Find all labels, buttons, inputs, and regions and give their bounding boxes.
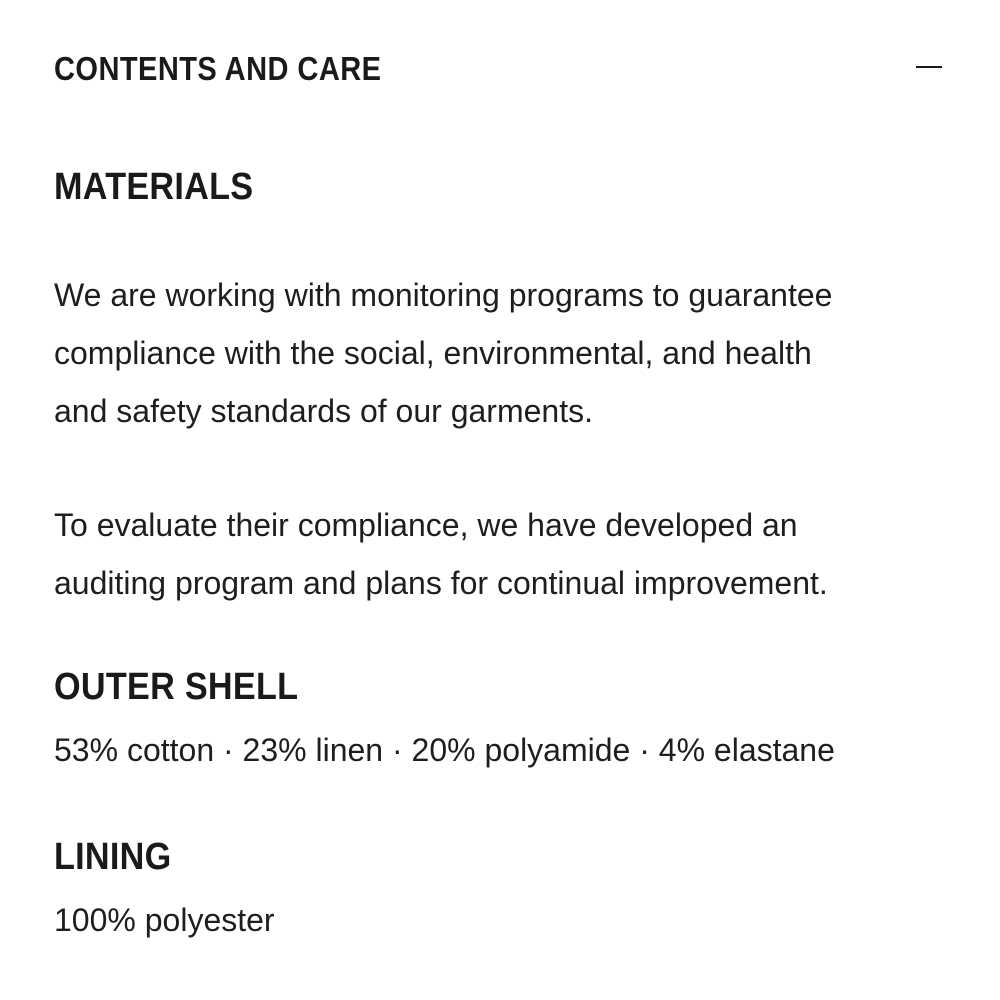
lining-composition: 100% polyester	[54, 902, 275, 938]
paragraph-line: auditing program and plans for continual improvement.	[54, 565, 828, 601]
paragraph-line: To evaluate their compliance, we have developed an	[54, 507, 798, 543]
paragraph-line: and safety standards of our garments.	[54, 393, 593, 429]
lining-heading: LINING	[54, 836, 172, 878]
materials-heading: MATERIALS	[54, 166, 254, 208]
paragraph-line: We are working with monitoring programs to guarantee	[54, 277, 833, 313]
materials-paragraph-1	[54, 266, 946, 440]
contents-and-care-accordion-header[interactable]	[54, 44, 946, 94]
minus-icon-bar	[916, 66, 942, 68]
outer-shell-composition: 53% cotton · 23% linen · 20% polyamide · 4% elastane	[54, 732, 835, 768]
minus-icon[interactable]	[906, 44, 946, 84]
materials-paragraph-2	[54, 496, 946, 612]
outer-shell-heading: OUTER SHELL	[54, 666, 299, 708]
accordion-title: CONTENTS AND CARE	[54, 50, 382, 87]
paragraph-line: compliance with the social, environmental, and health	[54, 335, 812, 371]
contents-and-care-panel	[54, 0, 946, 1000]
